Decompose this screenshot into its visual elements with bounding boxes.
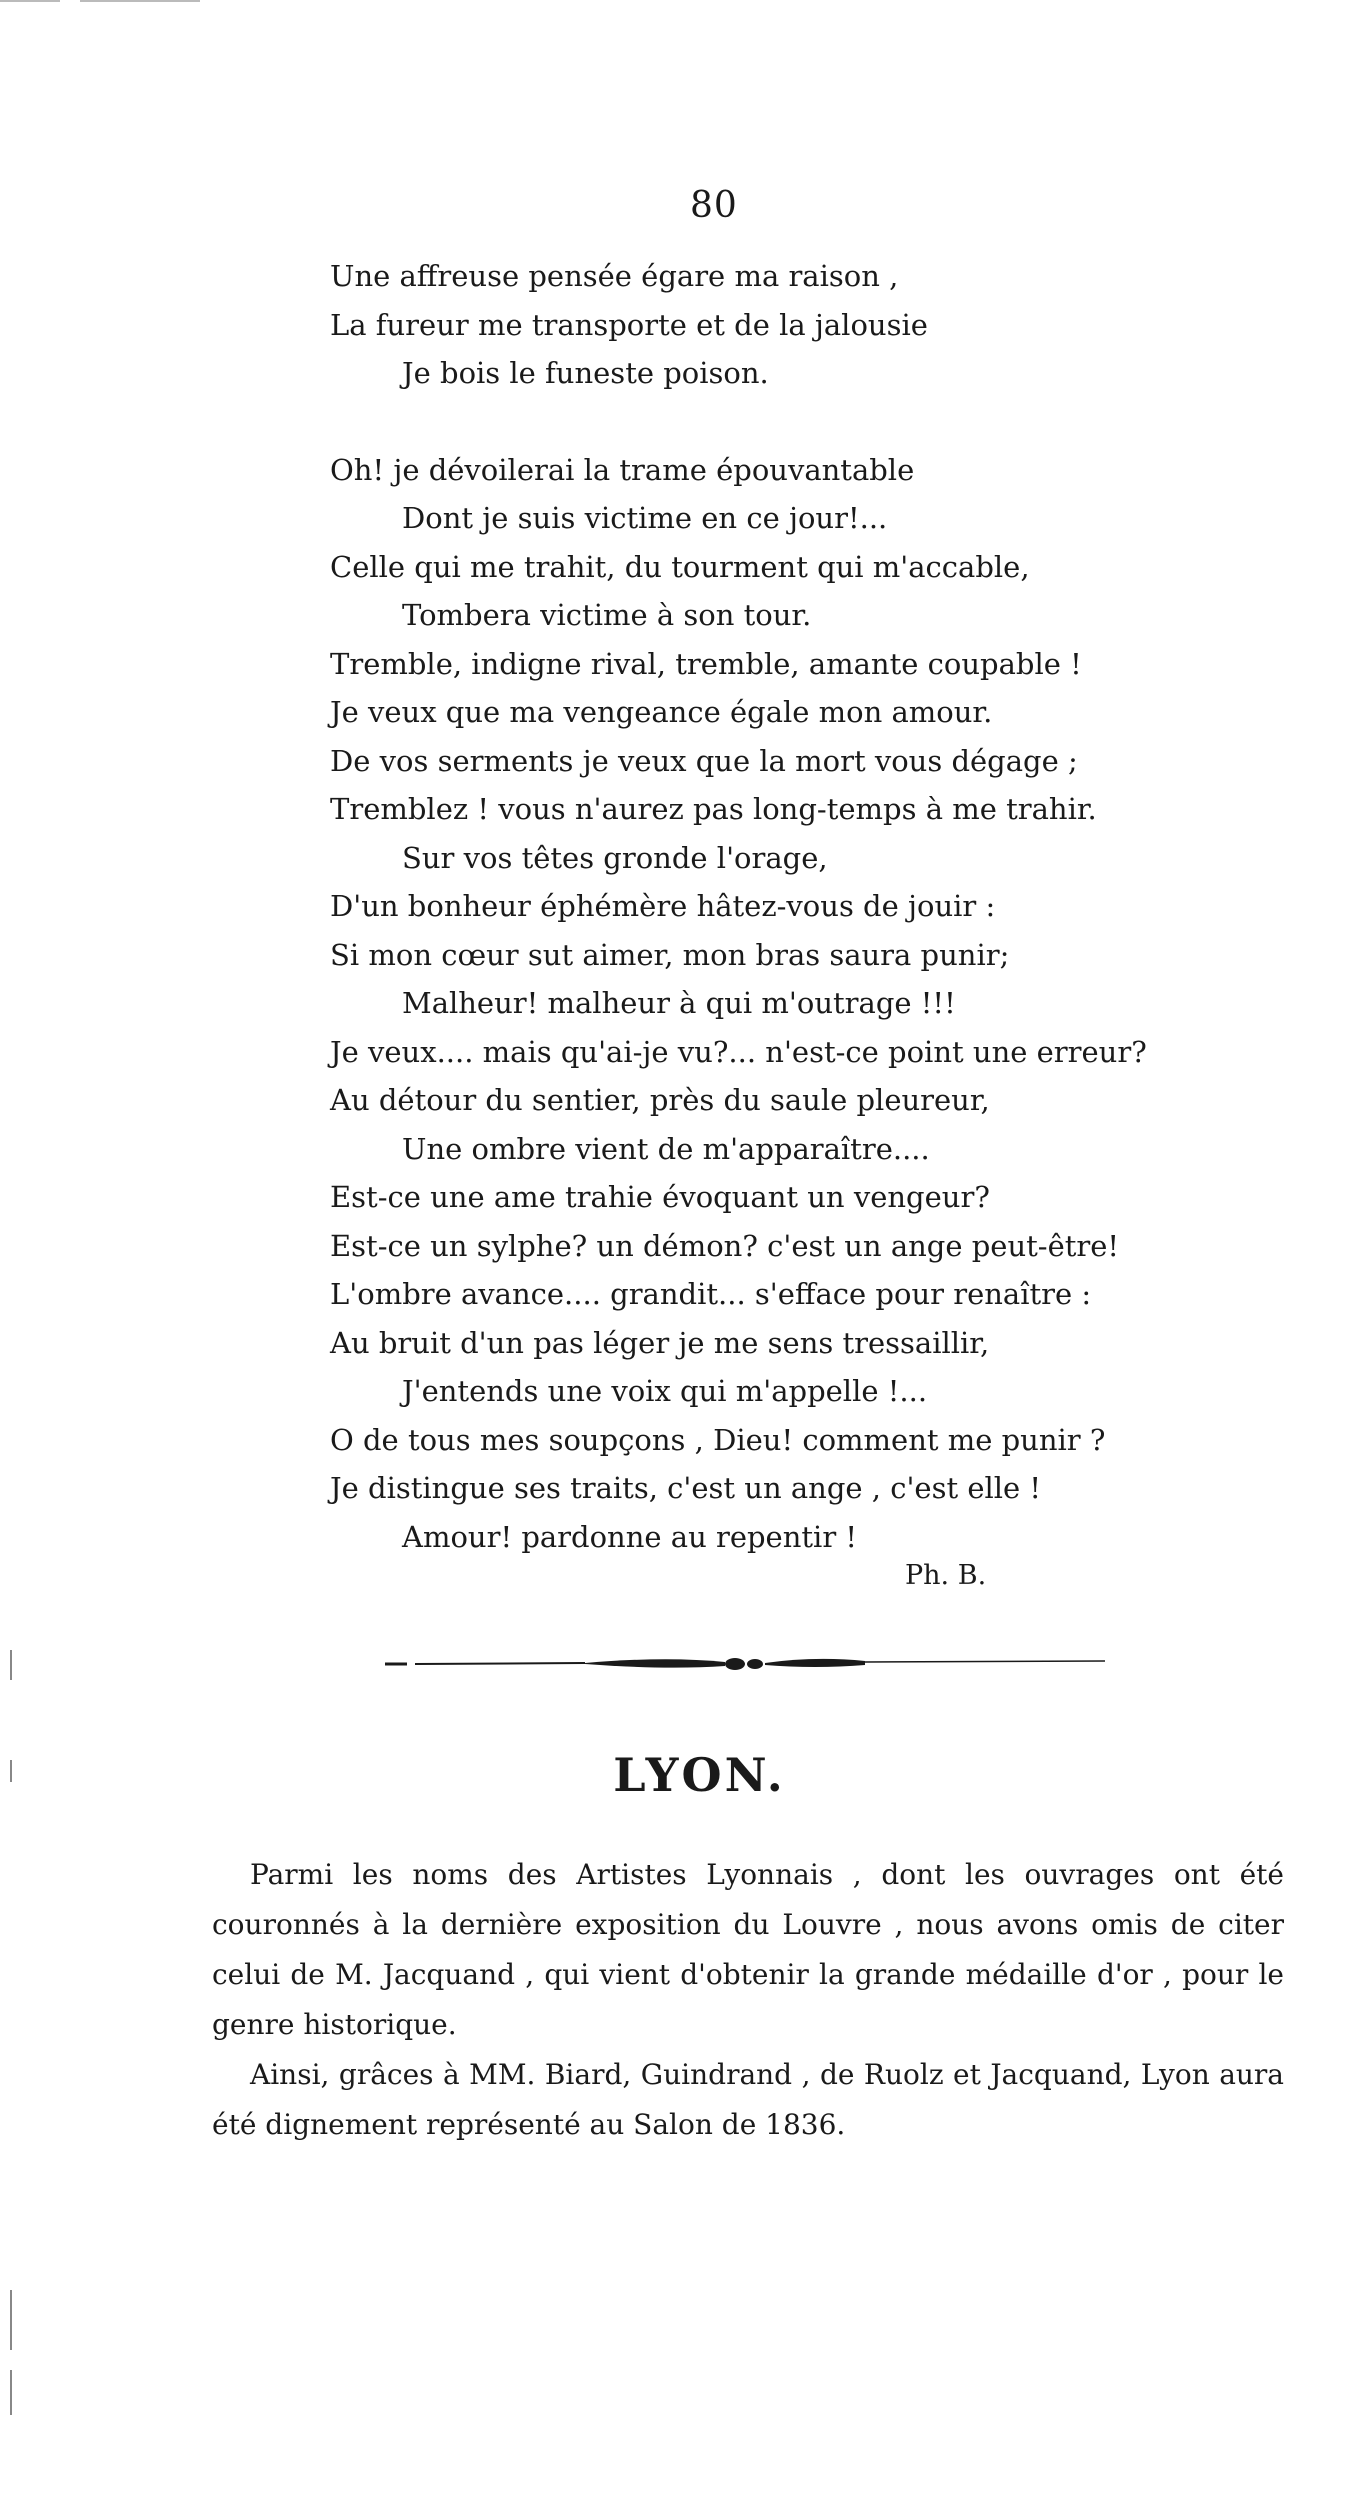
poem-line: Amour! pardonne au repentir !	[402, 1519, 858, 1554]
poem-line: Je veux.... mais qu'ai-je vu?... n'est-ce point une erreur?	[330, 1034, 1147, 1069]
paragraph: Parmi les noms des Artistes Lyonnais , dont les ouvrages ont été couronnés à la dernière exposition du Louvre , nous avons omis de citer celui de M. Jacquand , qui vient d'obtenir la grande médaille d'or , pour le genre historique.	[212, 1858, 1284, 2041]
poem-line: Oh! je dévoilerai la trame épouvantable	[330, 452, 915, 487]
poem-line: Tremblez ! vous n'aurez pas long-temps à me trahir.	[330, 792, 1097, 826]
poem-signature: Ph. B.	[905, 1560, 987, 1591]
poem-line: Si mon cœur sut aimer, mon bras saura punir;	[330, 937, 1010, 972]
section-title: LYON.	[613, 1748, 786, 1802]
poem-line: Je veux que ma vengeance égale mon amour.	[330, 695, 993, 729]
poem-line: Au détour du sentier, près du saule pleureur,	[330, 1083, 990, 1117]
margin-mark	[10, 1650, 12, 1680]
poem-line: Une affreuse pensée égare ma raison ,	[330, 259, 899, 293]
ornamental-divider	[385, 1648, 1105, 1678]
poem-line: L'ombre avance.... grandit... s'efface pour renaître :	[330, 1277, 1092, 1311]
paragraph: Ainsi, grâces à MM. Biard, Guindrand , de Ruolz et Jacquand, Lyon aura été dignement représenté au Salon de 1836.	[212, 2058, 1284, 2141]
poem-line: J'entends une voix qui m'appelle !...	[402, 1374, 928, 1408]
poem-line: De vos serments je veux que la mort vous dégage ;	[330, 743, 1078, 778]
poem-line: Une ombre vient de m'apparaître....	[402, 1131, 930, 1166]
scan-edge-mark	[0, 0, 60, 2]
poem-line: Je bois le funeste poison.	[402, 356, 769, 390]
poem-line: Dont je suis victime en ce jour!...	[402, 501, 888, 535]
poem	[330, 252, 1190, 1561]
poem-line: Sur vos têtes gronde l'orage,	[402, 840, 828, 875]
poem-line: Celle qui me trahit, du tourment qui m'accable,	[330, 549, 1030, 584]
poem-line: Je distingue ses traits, c'est un ange , c'est elle !	[330, 1471, 1042, 1505]
poem-stanza	[330, 252, 1190, 398]
poem-line: Tombera victime à son tour.	[402, 598, 812, 632]
poem-line: Au bruit d'un pas léger je me sens tressaillir,	[330, 1325, 990, 1360]
poem-line: Est-ce un sylphe? un démon? c'est un ange peut-être!	[330, 1228, 1120, 1263]
poem-line: Est-ce une ame trahie évoquant un vengeur?	[330, 1180, 990, 1214]
margin-mark	[10, 2290, 12, 2350]
poem-stanza	[330, 446, 1190, 1562]
margin-mark	[10, 2370, 12, 2415]
scan-edge-mark	[80, 0, 200, 2]
poem-line: Tremble, indigne rival, tremble, amante coupable !	[330, 646, 1082, 681]
poem-line: Malheur! malheur à qui m'outrage !!!	[402, 986, 956, 1020]
poem-line: O de tous mes soupçons , Dieu! comment me punir ?	[330, 1422, 1106, 1457]
poem-line: D'un bonheur éphémère hâtez-vous de jouir :	[330, 889, 996, 923]
section-body	[212, 1850, 1284, 2150]
poem-line: La fureur me transporte et de la jalousie	[330, 307, 928, 342]
page-number: 80	[690, 185, 738, 226]
